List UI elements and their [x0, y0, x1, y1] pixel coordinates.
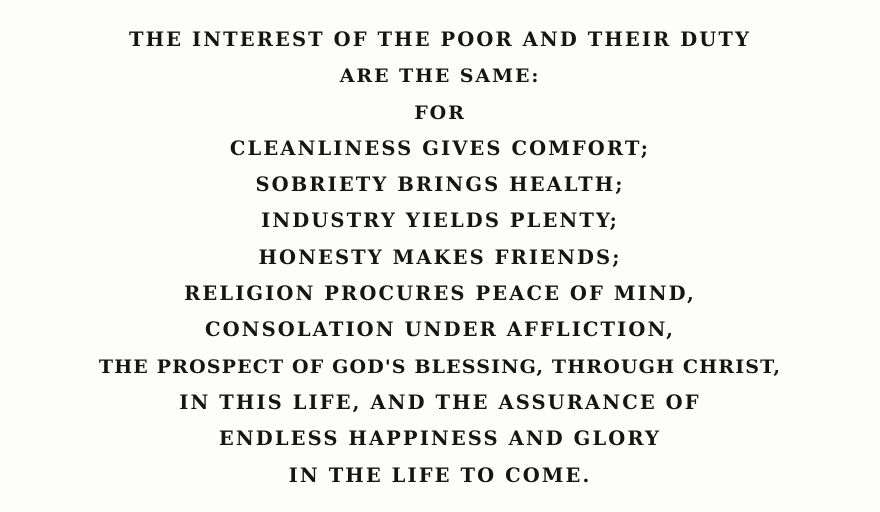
maxim-consolation: CONSOLATION UNDER AFFLICTION, [204, 318, 676, 342]
maxim-religion: RELIGION PROCURES PEACE OF MIND, [184, 282, 696, 306]
title-line-1: THE INTEREST OF THE POOR AND THEIR DUTY [128, 28, 751, 51]
maxim-cleanliness: CLEANLINESS GIVES COMFORT; [229, 136, 651, 160]
maxim-life-to-come: IN THE LIFE TO COME. [288, 463, 592, 487]
maxim-blessing: THE PROSPECT OF GOD'S BLESSING, THROUGH CHRIST, [98, 355, 782, 378]
maxim-assurance: IN THIS LIFE, AND THE ASSURANCE OF [179, 390, 701, 414]
maxim-happiness: ENDLESS HAPPINESS AND GLORY [218, 427, 662, 451]
connector-line: FOR [414, 101, 466, 124]
maxim-industry: INDUSTRY YIELDS PLENTY; [261, 209, 619, 233]
centered-text-block [0, 22, 880, 494]
maxim-honesty: HONESTY MAKES FRIENDS; [258, 245, 622, 269]
maxim-sobriety: SOBRIETY BRINGS HEALTH; [255, 173, 625, 197]
title-line-2: ARE THE SAME: [339, 65, 541, 88]
